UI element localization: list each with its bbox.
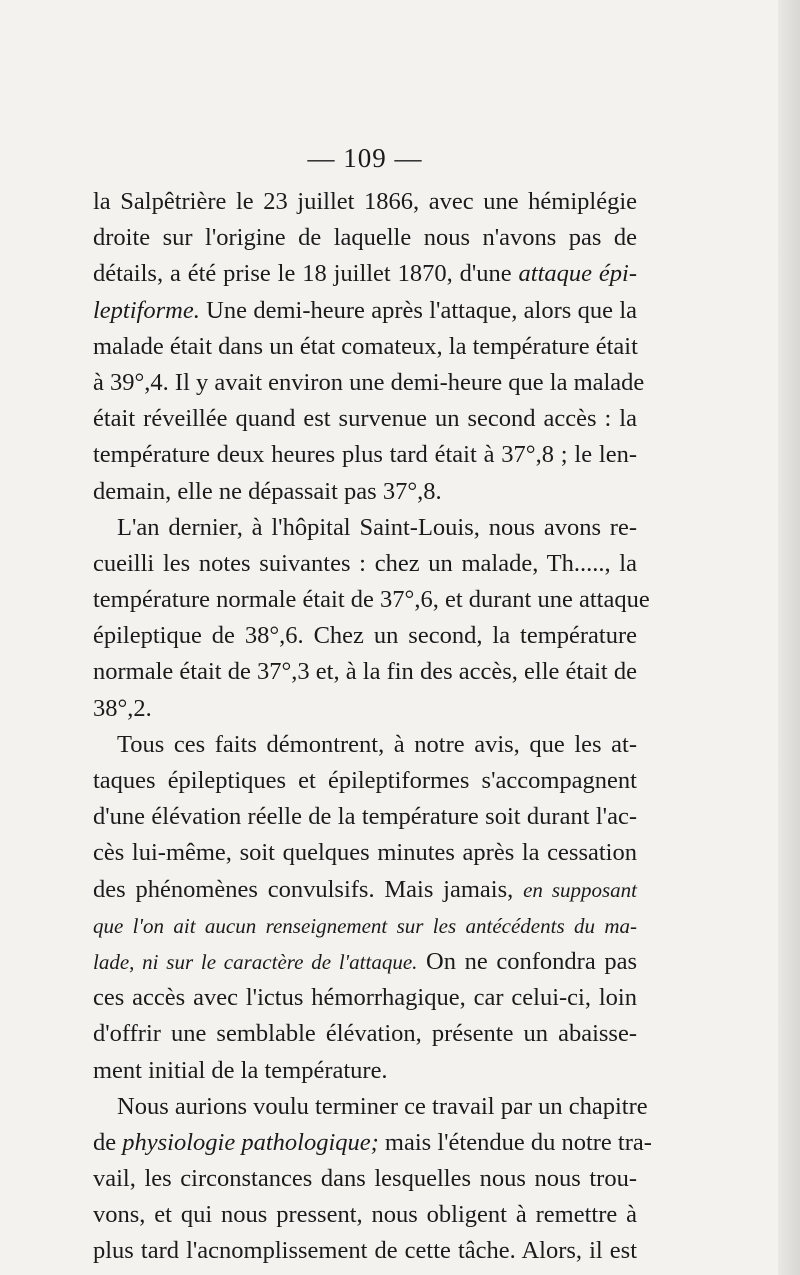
- text-line: [93, 654, 637, 690]
- text-line: [93, 1053, 637, 1089]
- text-run: plus tard l'acnomplissement de cette tâche. Alors, il est: [93, 1237, 637, 1265]
- text-run: Nous aurions voulu terminer ce travail par un chapitre: [117, 1092, 648, 1120]
- text-line: [93, 908, 637, 944]
- text-line: [93, 365, 645, 401]
- text-run: droite sur l'origine de laquelle nous n'avons pas de: [93, 224, 637, 252]
- text-line: [93, 1125, 652, 1161]
- italic-text: que l'on ait aucun renseignement sur les antécédents du ma-: [93, 913, 637, 938]
- text-run: L'an dernier, à l'hôpital Saint-Louis, nous avons re-: [117, 513, 637, 541]
- text-run: cès lui-même, soit quelques minutes après la cessation: [93, 839, 637, 867]
- text-run: taques épileptiques et épileptiformes s'accompagnent: [93, 767, 637, 794]
- text-run: demain, elle ne dépassait pas 37°,8.: [93, 477, 442, 505]
- text-run: d'une élévation réelle de la température soit durant l'ac-: [93, 803, 637, 831]
- text-run: détails, a été prise le 18 juillet 1870, d'une: [93, 260, 519, 288]
- text-run: à 39°,4. Il y avait environ une demi-heure que la malade: [93, 368, 645, 396]
- text-run: ces accès avec l'ictus hémorrhagique, car celui-ci, loin: [93, 984, 637, 1012]
- text-line: [93, 1016, 637, 1052]
- text-run: vail, les circonstances dans lesquelles nous nous trou-: [93, 1165, 637, 1193]
- text-run: épileptique de 38°,6. Chez un second, la température: [93, 622, 637, 650]
- text-line: [93, 510, 637, 546]
- text-line: [93, 944, 637, 980]
- text-line: [93, 220, 637, 256]
- text-line: [93, 474, 637, 510]
- text-line: [93, 293, 637, 329]
- text-line: [93, 1089, 648, 1125]
- text-line: [93, 184, 637, 220]
- text-line: [93, 1197, 637, 1233]
- text-run: la Salpêtrière le 23 juillet 1866, avec une hémiplégie: [93, 188, 637, 215]
- text-run: des phénomènes convulsifs. Mais jamais,: [93, 875, 524, 903]
- text-line: [93, 256, 637, 292]
- text-line: [93, 1161, 637, 1197]
- text-line: [93, 618, 637, 654]
- text-line: [93, 582, 650, 618]
- page-edge-shadow: [778, 0, 800, 1275]
- body-text: [93, 184, 652, 1270]
- text-line: [93, 799, 637, 835]
- text-run: de: [93, 1128, 123, 1156]
- text-run: température normale était de 37°,6, et durant une attaque: [93, 586, 650, 614]
- text-run: était réveillée quand est survenue un second accès : la: [93, 405, 637, 433]
- text-line: [93, 401, 637, 437]
- text-line: [93, 835, 637, 871]
- text-run: normale était de 37°,3 et, à la fin des accès, elle était de: [93, 658, 637, 686]
- text-run: 38°,2.: [93, 694, 152, 722]
- text-line: [93, 546, 637, 582]
- text-run: d'offrir une semblable élévation, présente un abaisse-: [93, 1020, 637, 1048]
- text-line: [93, 727, 637, 763]
- text-line: [93, 872, 637, 908]
- text-run: vons, et qui nous pressent, nous obligent à remettre à: [93, 1201, 637, 1229]
- text-run: Tous ces faits démontrent, à notre avis, que les at-: [117, 730, 637, 758]
- text-line: [93, 763, 637, 799]
- text-run: On ne confondra pas: [417, 947, 638, 975]
- italic-text: attaque épi-: [518, 260, 638, 288]
- text-run: malade était dans un état comateux, la température était: [93, 332, 638, 360]
- italic-text: physiologie pathologique;: [122, 1128, 379, 1156]
- text-line: [93, 691, 637, 727]
- page-number: — 109 —: [307, 143, 423, 173]
- text-line: [93, 1233, 637, 1269]
- text-line: [93, 329, 637, 365]
- text-run: Une demi-heure après l'attaque, alors que la: [199, 296, 637, 324]
- text-run: ment initial de la température.: [93, 1056, 388, 1084]
- italic-text: en supposant: [523, 877, 638, 902]
- text-run: cueilli les notes suivantes : chez un malade, Th....., la: [93, 549, 637, 577]
- text-line: [93, 980, 637, 1016]
- text-run: mais l'étendue du notre tra-: [378, 1128, 652, 1156]
- text-line: [93, 437, 637, 473]
- text-run: température deux heures plus tard était à 37°,8 ; le len-: [93, 441, 637, 469]
- italic-text: lade, ni sur le caractère de l'attaque.: [93, 949, 418, 974]
- italic-text: leptiforme.: [93, 296, 200, 324]
